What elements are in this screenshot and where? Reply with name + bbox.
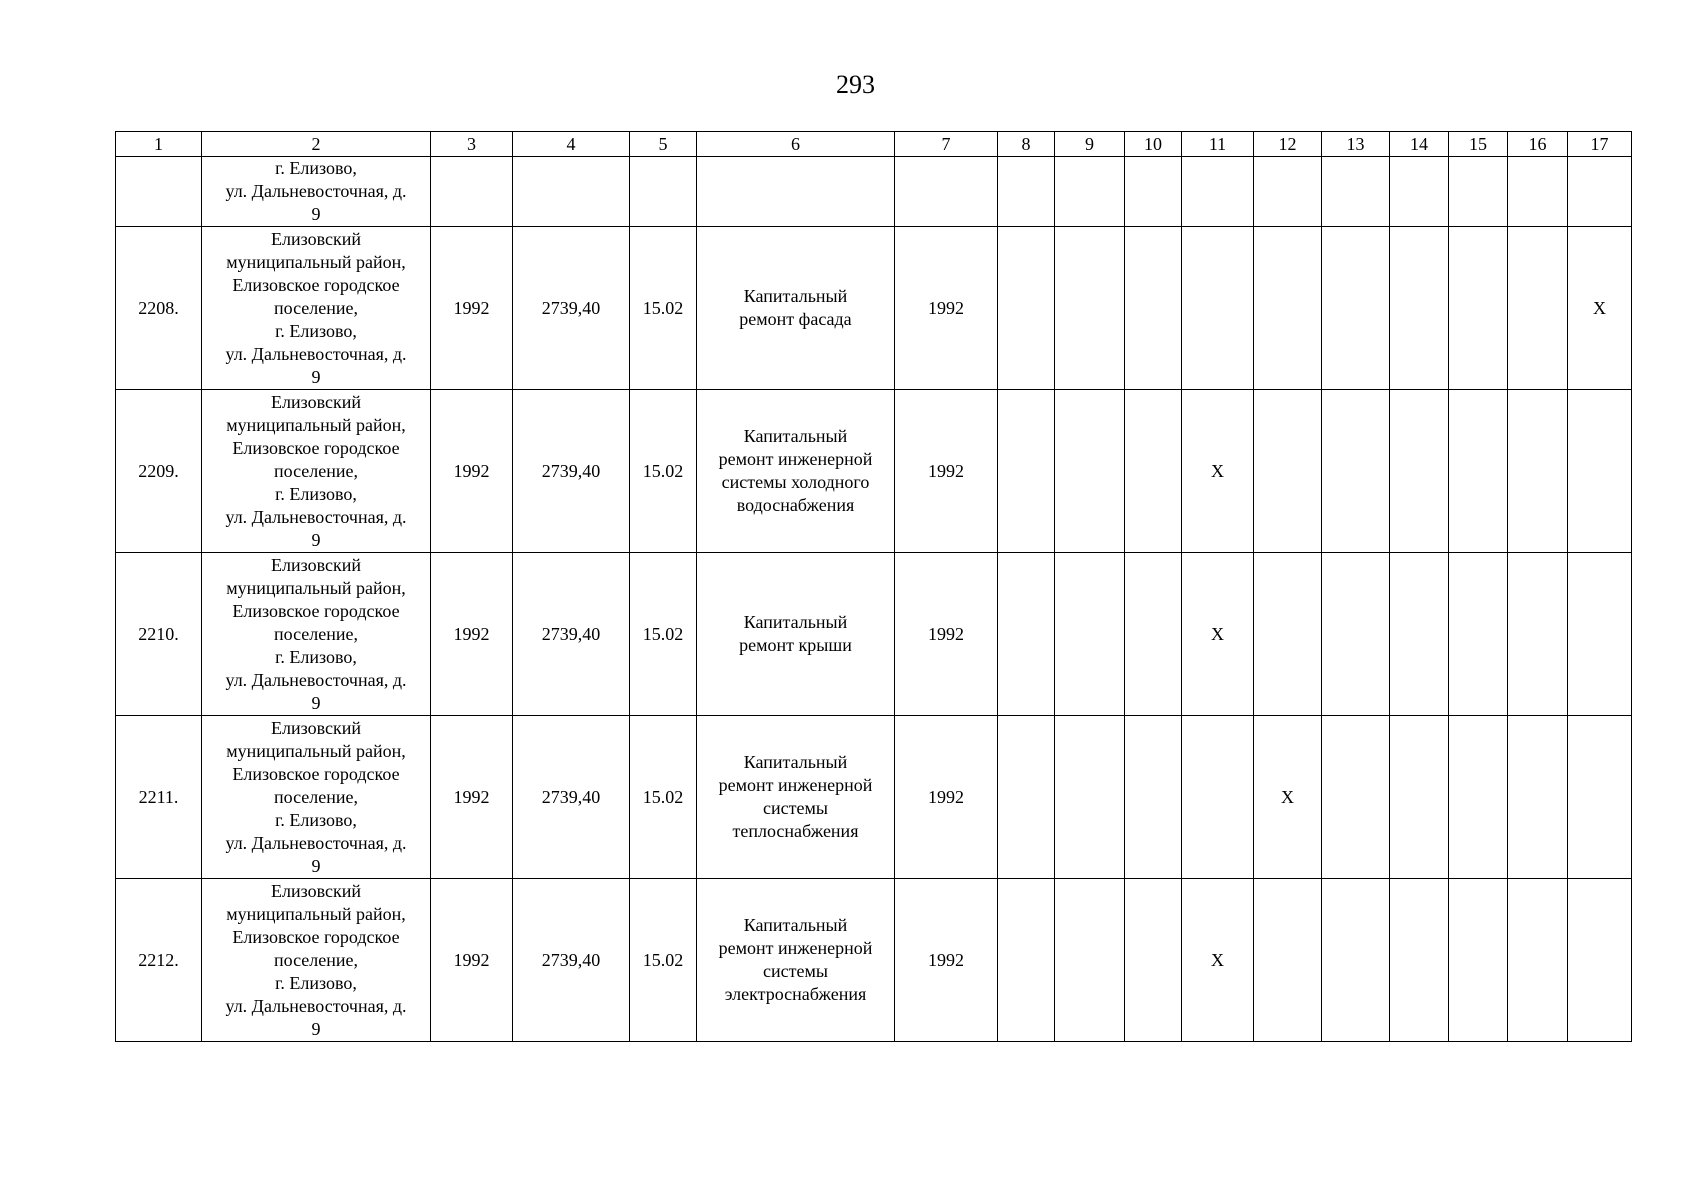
address-line: 9	[311, 529, 321, 550]
column-number: 16	[1508, 132, 1568, 157]
mark-cell	[1508, 879, 1568, 1042]
empty-cell	[1322, 157, 1390, 227]
mark-cell	[1125, 879, 1182, 1042]
work-type-line: ремонт фасада	[739, 309, 852, 329]
empty-cell	[1390, 157, 1449, 227]
work-type-line: ремонт инженерной	[718, 938, 873, 958]
code-cell: 15.02	[630, 553, 697, 716]
work-type-line: ремонт инженерной	[718, 449, 873, 469]
work-type-cell	[697, 390, 895, 553]
area-cell: 2739,40	[513, 553, 630, 716]
work-type-line: системы холодного	[721, 472, 870, 492]
address-line: г. Елизово,	[275, 320, 357, 341]
address-line: ул. Дальневосточная, д.	[225, 506, 407, 527]
year-built-cell: 1992	[431, 879, 513, 1042]
address-line: г. Елизово,	[275, 646, 357, 667]
work-type-line: водоснабжения	[736, 495, 855, 515]
mark-cell: X	[1182, 390, 1254, 553]
year-built-cell: 1992	[431, 716, 513, 879]
address-line: г. Елизово,	[275, 972, 357, 993]
mark-cell	[1508, 716, 1568, 879]
row-number-cell	[116, 157, 202, 227]
address-line: Елизовский	[270, 391, 361, 412]
work-type-line: Капитальный	[743, 426, 848, 446]
address-line: муниципальный район,	[226, 740, 406, 761]
address-line: 9	[311, 692, 321, 713]
mark-cell	[1055, 716, 1125, 879]
table-row	[116, 390, 1632, 553]
repair-year-cell: 1992	[895, 390, 998, 553]
empty-cell	[431, 157, 513, 227]
address-line: Елизовское городское	[232, 763, 400, 784]
address-cell	[202, 553, 431, 716]
empty-cell	[1449, 157, 1508, 227]
column-number: 17	[1568, 132, 1632, 157]
work-type-line: системы	[763, 961, 828, 981]
address-line: муниципальный район,	[226, 251, 406, 272]
address-cell	[202, 390, 431, 553]
address-line: ул. Дальневосточная, д.	[225, 669, 407, 690]
table-body	[116, 132, 1632, 1042]
mark-cell	[1322, 390, 1390, 553]
address-line: муниципальный район,	[226, 577, 406, 598]
column-number: 6	[697, 132, 895, 157]
column-number: 10	[1125, 132, 1182, 157]
address-line: 9	[311, 855, 321, 876]
column-number-row	[116, 132, 1632, 157]
work-type-line: ремонт инженерной	[718, 775, 873, 795]
table-row	[116, 227, 1632, 390]
mark-cell	[1449, 390, 1508, 553]
repair-year-cell: 1992	[895, 879, 998, 1042]
mark-cell	[1125, 553, 1182, 716]
address-line: 9	[311, 204, 321, 224]
work-type-line: электроснабжения	[724, 984, 867, 1004]
address-line: Елизовское городское	[232, 926, 400, 947]
work-type-line: ремонт крыши	[739, 635, 852, 655]
mark-cell: X	[1182, 879, 1254, 1042]
address-line: Елизовский	[270, 717, 361, 738]
mark-cell	[1390, 879, 1449, 1042]
mark-cell	[1568, 879, 1632, 1042]
area-cell: 2739,40	[513, 227, 630, 390]
empty-cell	[1055, 157, 1125, 227]
address-line: Елизовский	[270, 228, 361, 249]
mark-cell: X	[1254, 716, 1322, 879]
work-type-line: системы	[763, 798, 828, 818]
mark-cell	[1390, 553, 1449, 716]
address-line: ул. Дальневосточная, д.	[225, 832, 407, 853]
mark-cell	[1125, 716, 1182, 879]
mark-cell	[1568, 390, 1632, 553]
mark-cell	[1254, 553, 1322, 716]
year-built-cell: 1992	[431, 553, 513, 716]
column-number: 11	[1182, 132, 1254, 157]
repair-year-cell: 1992	[895, 553, 998, 716]
area-cell: 2739,40	[513, 879, 630, 1042]
mark-cell	[1508, 227, 1568, 390]
repair-year-cell: 1992	[895, 716, 998, 879]
work-type-line: Капитальный	[743, 612, 848, 632]
mark-cell	[1568, 716, 1632, 879]
mark-cell: X	[1182, 553, 1254, 716]
address-line: Елизовский	[270, 880, 361, 901]
mark-cell	[998, 879, 1055, 1042]
row-number-cell: 2208.	[116, 227, 202, 390]
mark-cell	[1125, 390, 1182, 553]
address-line: Елизовское городское	[232, 437, 400, 458]
address-line: поселение,	[273, 786, 358, 807]
repair-year-cell: 1992	[895, 227, 998, 390]
year-built-cell: 1992	[431, 227, 513, 390]
mark-cell	[998, 227, 1055, 390]
column-number: 3	[431, 132, 513, 157]
code-cell: 15.02	[630, 879, 697, 1042]
address-line: поселение,	[273, 623, 358, 644]
address-line: Елизовское городское	[232, 274, 400, 295]
column-number: 5	[630, 132, 697, 157]
address-line: поселение,	[273, 460, 358, 481]
row-number-cell: 2211.	[116, 716, 202, 879]
mark-cell	[1182, 227, 1254, 390]
mark-cell	[1322, 553, 1390, 716]
mark-cell	[1322, 716, 1390, 879]
empty-cell	[998, 157, 1055, 227]
empty-cell	[1125, 157, 1182, 227]
mark-cell	[1568, 553, 1632, 716]
mark-cell: X	[1568, 227, 1632, 390]
area-cell: 2739,40	[513, 716, 630, 879]
table-row	[116, 716, 1632, 879]
row-number-cell: 2209.	[116, 390, 202, 553]
mark-cell	[1508, 553, 1568, 716]
mark-cell	[1182, 716, 1254, 879]
empty-cell	[1182, 157, 1254, 227]
empty-cell	[1568, 157, 1632, 227]
repair-register-table	[115, 131, 1632, 1042]
column-number: 15	[1449, 132, 1508, 157]
year-built-cell: 1992	[431, 390, 513, 553]
address-line: 9	[311, 366, 321, 387]
empty-cell	[1254, 157, 1322, 227]
table-row	[116, 879, 1632, 1042]
work-type-cell	[697, 879, 895, 1042]
area-cell: 2739,40	[513, 390, 630, 553]
column-number: 8	[998, 132, 1055, 157]
mark-cell	[1508, 390, 1568, 553]
mark-cell	[998, 390, 1055, 553]
column-number: 12	[1254, 132, 1322, 157]
empty-cell	[697, 157, 895, 227]
address-line: г. Елизово,	[275, 809, 357, 830]
mark-cell	[1254, 390, 1322, 553]
table-row	[116, 553, 1632, 716]
address-line: г. Елизово,	[275, 158, 357, 178]
column-number: 4	[513, 132, 630, 157]
address-cell	[202, 716, 431, 879]
mark-cell	[1449, 879, 1508, 1042]
page-number: 293	[836, 70, 875, 99]
code-cell: 15.02	[630, 716, 697, 879]
empty-cell	[1508, 157, 1568, 227]
mark-cell	[1322, 227, 1390, 390]
work-type-line: Капитальный	[743, 915, 848, 935]
code-cell: 15.02	[630, 390, 697, 553]
mark-cell	[998, 553, 1055, 716]
mark-cell	[1055, 553, 1125, 716]
code-cell: 15.02	[630, 227, 697, 390]
work-type-cell	[697, 553, 895, 716]
row-number-cell: 2210.	[116, 553, 202, 716]
address-line: Елизовское городское	[232, 600, 400, 621]
address-line: Елизовский	[270, 554, 361, 575]
mark-cell	[1449, 553, 1508, 716]
mark-cell	[998, 716, 1055, 879]
mark-cell	[1125, 227, 1182, 390]
mark-cell	[1254, 227, 1322, 390]
continuation-row	[116, 157, 1632, 227]
mark-cell	[1390, 716, 1449, 879]
work-type-cell	[697, 716, 895, 879]
column-number: 1	[116, 132, 202, 157]
address-line: ул. Дальневосточная, д.	[225, 181, 407, 201]
empty-cell	[513, 157, 630, 227]
address-line: муниципальный район,	[226, 903, 406, 924]
column-number: 14	[1390, 132, 1449, 157]
address-line: поселение,	[273, 297, 358, 318]
mark-cell	[1055, 879, 1125, 1042]
mark-cell	[1390, 390, 1449, 553]
column-number: 9	[1055, 132, 1125, 157]
work-type-cell	[697, 227, 895, 390]
address-cell	[202, 879, 431, 1042]
address-line: ул. Дальневосточная, д.	[225, 995, 407, 1016]
empty-cell	[630, 157, 697, 227]
work-type-line: теплоснабжения	[732, 821, 859, 841]
address-line: муниципальный район,	[226, 414, 406, 435]
address-line: ул. Дальневосточная, д.	[225, 343, 407, 364]
row-number-cell: 2212.	[116, 879, 202, 1042]
mark-cell	[1449, 716, 1508, 879]
empty-cell	[895, 157, 998, 227]
address-line: поселение,	[273, 949, 358, 970]
mark-cell	[1055, 390, 1125, 553]
address-line: 9	[311, 1018, 321, 1039]
column-number: 13	[1322, 132, 1390, 157]
mark-cell	[1449, 227, 1508, 390]
mark-cell	[1055, 227, 1125, 390]
column-number: 7	[895, 132, 998, 157]
work-type-line: Капитальный	[743, 286, 848, 306]
address-cell	[202, 227, 431, 390]
mark-cell	[1254, 879, 1322, 1042]
mark-cell	[1390, 227, 1449, 390]
work-type-line: Капитальный	[743, 752, 848, 772]
address-line: г. Елизово,	[275, 483, 357, 504]
column-number: 2	[202, 132, 431, 157]
address-cell	[202, 157, 431, 227]
mark-cell	[1322, 879, 1390, 1042]
